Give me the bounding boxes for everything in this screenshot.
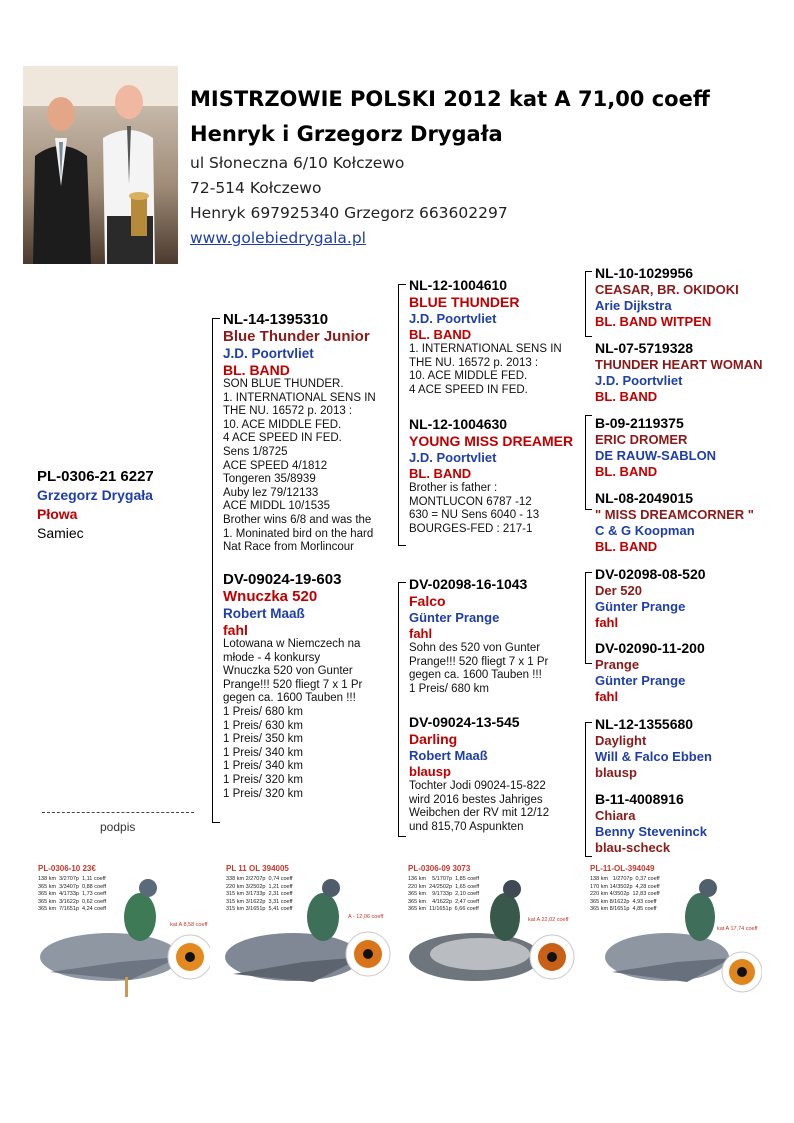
- gp-sd-notes: Brother is father : MONTLUCON 6787 -12 630 = NU Sens 6040 - 13 BOURGES-FED : 217-1: [409, 482, 540, 535]
- tile-2-coeff: A - 12,06 coeff: [348, 914, 384, 920]
- ggp-7-ring: NL-12-1355680: [595, 716, 694, 732]
- ggp-8-breeder: Benny Steveninck: [595, 824, 707, 839]
- tile-4-id: PL-11-OL-394049: [590, 864, 655, 873]
- ggp-4-name: " MISS DREAMCORNER ": [595, 507, 754, 522]
- ggp-3-name: ERIC DROMER: [595, 432, 688, 447]
- ggp-4-color: BL. BAND: [595, 539, 658, 554]
- ggp-6-breeder: Günter Prange: [595, 673, 686, 688]
- gp-dd-ring: DV-09024-13-545: [409, 714, 520, 730]
- ggp-3-ring: B-09-2119375: [595, 415, 684, 431]
- signature-label: podpis: [100, 820, 136, 834]
- ggp-card-5: [595, 566, 785, 631]
- pigeon-tile-4: [582, 862, 762, 1020]
- ggp-5-ring: DV-02098-08-520: [595, 566, 706, 582]
- pigeon-1-image: [30, 862, 210, 1020]
- ggp-7-name: Daylight: [595, 733, 647, 748]
- pigeon-4-image: [582, 862, 762, 1020]
- gp-dd-notes: Tochter Jodi 09024-15-822 wird 2016 bestes Jahriges Weibchen der RV mit 12/12 und 815,70 Aspunkten: [409, 780, 550, 833]
- gp-ds-name: Falco: [409, 593, 446, 609]
- bracket-gen2-sire-bottom: [398, 545, 406, 546]
- dam-notes: Lotowana w Niemczech na młode - 4 konkursy Wnuczka 520 von Gunter Prange!!! 520 fliegt 7 x 1 Pr gegen ca. 1600 Tauben !!! 1 Preis/ 680 km 1 Preis/ 630 km 1 Preis/ 350 km 1 Preis/ 340 km 1 Preis/ 340 km 1 Preis/ 320 km 1 Preis/ 320 km: [223, 638, 363, 800]
- gp-dd-name: Darling: [409, 731, 458, 747]
- subject-owner: Grzegorz Drygała: [37, 487, 153, 503]
- page-title: MISTRZOWIE POLSKI 2012 kat A 71,00 coeff: [190, 87, 710, 111]
- ggp-7-color: blausp: [595, 765, 637, 780]
- dam-name: Wnuczka 520: [223, 588, 318, 605]
- ggp-1-ring: NL-10-1029956: [595, 265, 694, 281]
- gp-sd-name: YOUNG MISS DREAMER: [409, 433, 574, 449]
- owners-photo: [23, 66, 178, 264]
- tile-3-coeff: kat A 22,02 coeff: [528, 917, 569, 923]
- ggp-4-ring: NL-08-2049015: [595, 490, 694, 506]
- bracket-gen2-dam: [398, 582, 399, 837]
- pigeon-2-image: [218, 862, 398, 1020]
- bracket-gen3-4: [585, 722, 586, 857]
- bracket-gen3-3-bottom: [585, 663, 592, 664]
- bracket-gen3-2-top: [585, 415, 592, 416]
- ggp-card-1: [595, 265, 785, 330]
- ggp-6-ring: DV-02090-11-200: [595, 640, 705, 656]
- tile-2-id: PL 11 OL 394005: [226, 864, 289, 873]
- pigeon-photo-strip: [30, 862, 770, 1020]
- ggp-2-color: BL. BAND: [595, 389, 658, 404]
- ggp-8-ring: B-11-4008916: [595, 791, 684, 807]
- tile-4-coeff: kat A 17,74 coeff: [717, 926, 758, 932]
- ggp-6-name: Prange: [595, 657, 640, 672]
- gp-ss-ring: NL-12-1004610: [409, 277, 508, 293]
- dam-ring: DV-09024-19-603: [223, 571, 342, 588]
- bracket-gen2-sire: [398, 284, 399, 546]
- gp-dd-color: blausp: [409, 764, 451, 779]
- ggp-card-2: [595, 340, 790, 405]
- ggp-6-color: fahl: [595, 689, 619, 704]
- ggp-2-breeder: J.D. Poortvliet: [595, 373, 683, 388]
- sire-color: BL. BAND: [223, 362, 290, 378]
- ggp-2-name: THUNDER HEART WOMAN: [595, 357, 763, 372]
- ggp-5-color: fahl: [595, 615, 619, 630]
- sire-name: Blue Thunder Junior: [223, 328, 370, 345]
- owners-name: Henryk i Grzegorz Drygała: [190, 122, 503, 146]
- gp-ss-color: BL. BAND: [409, 327, 472, 342]
- tile-2-results: 338 km 2/2707p 0,74 coeff 220 km 3/2502p 1,21 coeff 315 km 3/1733p 2,31 coeff 315 km 3/1622p 3,31 coeff 315 km 3/1651p 5,41 coeff: [226, 876, 293, 912]
- gp-sd-color: BL. BAND: [409, 466, 472, 481]
- sire-breeder: J.D. Poortvliet: [223, 346, 314, 361]
- bracket-gen3-1-top: [585, 271, 592, 272]
- website-link[interactable]: www.golebiedrygala.pl: [190, 229, 366, 247]
- grandsire-maternal-card: [409, 576, 579, 696]
- dam-color: fahl: [223, 622, 248, 638]
- sire-notes: SON BLUE THUNDER. 1. INTERNATIONAL SENS IN THE NU. 16572 p. 2013 : 10. ACE MIDDLE FED. 4 ACE SPEED IN FED. Sens 1/8725 ACE SPEED 4/1812 Tongeren 35/8939 Auby lez 79/12133 ACE MIDDL 10/1535 Brother wins 6/8 and was the 1. Moninated bird on the hard Nat Race from Morlincour: [223, 378, 376, 554]
- bracket-gen3-2: [585, 415, 586, 510]
- subject-sex: Samiec: [37, 525, 84, 541]
- address-city: 72-514 Kołczewo: [190, 179, 322, 197]
- bracket-gen1-bottom: [212, 822, 220, 823]
- tile-1-id: PL-0306-10 23€: [38, 864, 96, 873]
- pigeon-tile-1: [30, 862, 210, 1020]
- granddam-paternal-card: [409, 416, 579, 536]
- bracket-gen2-dam-top: [398, 582, 406, 583]
- subject-color: Płowa: [37, 506, 78, 522]
- ggp-card-8: [595, 791, 785, 856]
- pigeon-tile-3: [400, 862, 580, 1020]
- signature-line: [42, 812, 194, 813]
- ggp-7-breeder: Will & Falco Ebben: [595, 749, 712, 764]
- gp-ds-ring: DV-02098-16-1043: [409, 576, 528, 592]
- subject-ring: PL-0306-21 6227: [37, 468, 154, 485]
- ggp-card-3: [595, 415, 785, 480]
- bracket-gen3-4-top: [585, 722, 592, 723]
- granddam-maternal-card: [409, 714, 579, 834]
- ggp-1-breeder: Arie Dijkstra: [595, 298, 672, 313]
- ggp-4-breeder: C & G Koopman: [595, 523, 695, 538]
- ggp-card-7: [595, 716, 785, 781]
- gp-ss-notes: 1. INTERNATIONAL SENS IN THE NU. 16572 p. 2013 : 10. ACE MIDDLE FED. 4 ACE SPEED IN FED.: [409, 343, 562, 396]
- bracket-gen3-4-bottom: [585, 856, 592, 857]
- bracket-gen1-top: [212, 318, 220, 319]
- address-street: ul Słoneczna 6/10 Kołczewo: [190, 154, 405, 172]
- pigeon-tile-2: [218, 862, 398, 1020]
- ggp-3-color: BL. BAND: [595, 464, 658, 479]
- gp-ds-breeder: Günter Prange: [409, 610, 500, 625]
- phone-numbers: Henryk 697925340 Grzegorz 663602297: [190, 204, 508, 222]
- tile-1-coeff: kat A 8,58 coeff: [170, 922, 208, 928]
- tile-1-results: 138 km 3/2707p 1,11 coeff 365 km 3/3407p 0,88 coeff 365 km 4/1733p 1,73 coeff 365 km 3/1622p 0,62 coeff 365 km 7/1651p 4,24 coeff: [38, 876, 107, 912]
- gp-ds-color: fahl: [409, 626, 433, 641]
- pigeon-3-image: [400, 862, 580, 1020]
- sire-card: [223, 311, 388, 555]
- bracket-gen1: [212, 318, 213, 823]
- ggp-2-ring: NL-07-5719328: [595, 340, 694, 356]
- tile-3-results: 136 km 5/1707p 1,85 coeff 220 km 24/2502p 1,65 coeff 365 km 9/1733p 2,10 coeff 365 km 4/1622p 2,47 coeff 365 km 11/1651p 6,66 coeff: [408, 876, 480, 912]
- bracket-gen3-3: [585, 572, 586, 664]
- ggp-3-breeder: DE RAUW-SABLON: [595, 448, 717, 463]
- bracket-gen3-3-top: [585, 572, 592, 573]
- grandsire-paternal-card: [409, 277, 579, 397]
- dam-card: [223, 571, 388, 801]
- ggp-1-color: BL. BAND WITPEN: [595, 314, 712, 329]
- tile-3-id: PL-0306-09 3073: [408, 864, 471, 873]
- ggp-5-breeder: Günter Prange: [595, 599, 686, 614]
- bracket-gen3-1-bottom: [585, 336, 592, 337]
- gp-sd-breeder: J.D. Poortvliet: [409, 450, 497, 465]
- ggp-8-name: Chiara: [595, 808, 636, 823]
- gp-sd-ring: NL-12-1004630: [409, 416, 508, 432]
- bracket-gen3-1: [585, 271, 586, 337]
- ggp-card-4: [595, 490, 785, 555]
- ggp-1-name: CEASAR, BR. OKIDOKI: [595, 282, 739, 297]
- ggp-5-name: Der 520: [595, 583, 642, 598]
- ggp-card-6: [595, 640, 785, 705]
- gp-ss-name: BLUE THUNDER: [409, 294, 520, 310]
- gp-ds-notes: Sohn des 520 von Gunter Prange!!! 520 fliegt 7 x 1 Pr gegen ca. 1600 Tauben !!! 1 Preis/ 680 km: [409, 642, 549, 695]
- sire-ring: NL-14-1395310: [223, 311, 329, 328]
- gp-ss-breeder: J.D. Poortvliet: [409, 311, 497, 326]
- dam-breeder: Robert Maaß: [223, 606, 305, 621]
- bracket-gen3-2-bottom: [585, 509, 592, 510]
- gp-dd-breeder: Robert Maaß: [409, 748, 488, 763]
- bracket-gen2-dam-bottom: [398, 836, 406, 837]
- bracket-gen2-sire-top: [398, 284, 406, 285]
- ggp-8-color: blau-scheck: [595, 840, 671, 855]
- subject-card: [37, 468, 154, 541]
- tile-4-results: 138 km 1/2707p 0,37 coeff 170 km 14/3502p 4,28 coeff 220 km 4/3502p 12,83 coeff 365 km 8/1622p 4,93 coeff 365 km 8/1651p 4,85 coeff: [590, 876, 660, 912]
